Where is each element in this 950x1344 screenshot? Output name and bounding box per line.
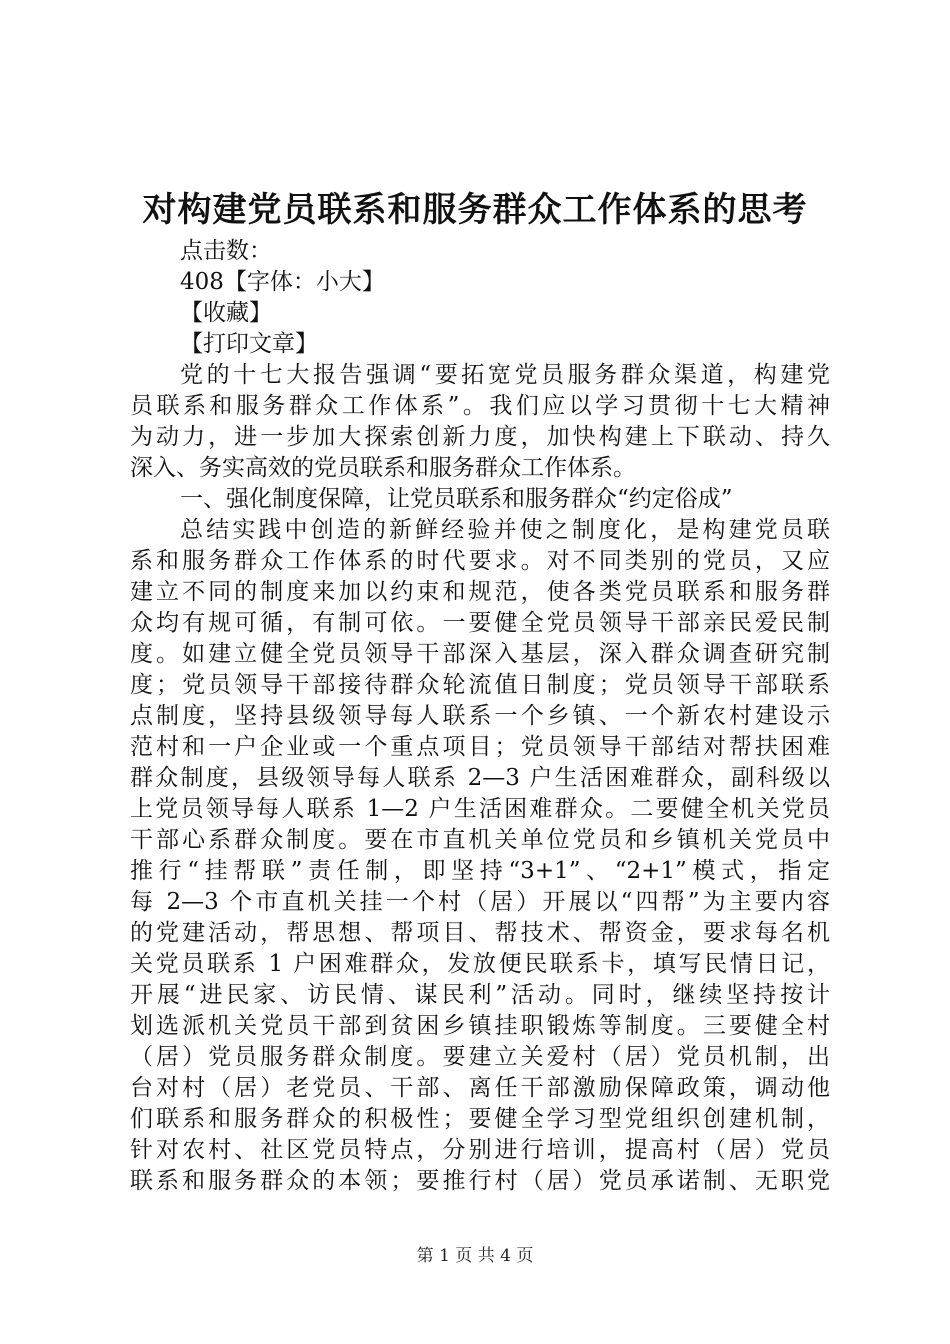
body-line: 划选派机关党员干部到贫困乡镇挂职锻炼等制度。三要健全村 — [130, 1013, 830, 1039]
body-line: 上党员领导每人联系 1—2 户生活困难群众。二要健全机关党员 — [130, 796, 830, 822]
body-line: 为动力，进一步加大探索创新力度，加快构建上下联动、持久 — [130, 424, 830, 450]
body-line: 范村和一户企业或一个重点项目；党员领导干部结对帮扶困难 — [130, 734, 830, 760]
body-line: 推行“挂帮联”责任制，即坚持“3+1”、“2+1”模式，指定 — [130, 858, 830, 884]
body-line: 针对农村、社区党员特点，分别进行培训，提高村（居）党员 — [130, 1137, 830, 1163]
body-line: 系和服务群众工作体系的时代要求。对不同类别的党员，又应 — [130, 548, 830, 574]
body-line: 员联系和服务群众工作体系”。我们应以学习贯彻十七大精神 — [130, 393, 830, 419]
page-footer: 第 1 页 共 4 页 — [416, 1246, 534, 1266]
body-line: 深入、务实高效的党员联系和服务群众工作体系。 — [130, 455, 636, 481]
body-line: 一、强化制度保障，让党员联系和服务群众“约定俗成” — [180, 486, 733, 512]
body-line: 的党建活动，帮思想、帮项目、帮技术、帮资金，要求每名机 — [130, 920, 830, 946]
body-line: 关党员联系 1 户困难群众，发放便民联系卡，填写民情日记， — [130, 951, 830, 977]
body-line: 台对村（居）老党员、干部、离任干部激励保障政策，调动他 — [130, 1075, 830, 1101]
body-line: 每 2—3 个市直机关挂一个村（居）开展以“四帮”为主要内容 — [130, 889, 830, 915]
body-line: 干部心系群众制度。要在市直机关单位党员和乡镇机关党员中 — [130, 827, 830, 853]
body-line: 党的十七大报告强调“要拓宽党员服务群众渠道，构建党 — [180, 362, 830, 388]
body-line: 开展“进民家、访民情、谋民利”活动。同时，继续坚持按计 — [130, 982, 830, 1008]
page-title: 对构建党员联系和服务群众工作体系的思考 — [142, 190, 808, 230]
body-line: 群众制度，县级领导每人联系 2—3 户生活困难群众，副科级以 — [130, 765, 830, 791]
body-line: 众均有规可循，有制可依。一要健全党员领导干部亲民爱民制 — [130, 610, 830, 636]
body-line: 们联系和服务群众的积极性；要健全学习型党组织创建机制， — [130, 1106, 830, 1132]
body-line: （居）党员服务群众制度。要建立关爱村（居）党员机制，出 — [130, 1044, 830, 1070]
favorite-link[interactable]: 【收藏】 — [180, 300, 272, 326]
body-line: 联系和服务群众的本领；要推行村（居）党员承诺制、无职党 — [130, 1168, 830, 1194]
font-size-control[interactable]: 408【字体：小大】 — [180, 269, 385, 295]
print-article-link[interactable]: 【打印文章】 — [180, 331, 318, 357]
body-line: 建立不同的制度来加以约束和规范，使各类党员联系和服务群 — [130, 579, 830, 605]
click-count-label: 点击数： — [180, 238, 272, 264]
body-line: 点制度，坚持县级领导每人联系一个乡镇、一个新农村建设示 — [130, 703, 830, 729]
article-meta — [180, 236, 385, 360]
article-body — [130, 360, 830, 1197]
body-line: 总结实践中创造的新鲜经验并使之制度化，是构建党员联 — [180, 517, 830, 543]
body-line: 度；党员领导干部接待群众轮流值日制度；党员领导干部联系 — [130, 672, 830, 698]
body-line: 度。如建立健全党员领导干部深入基层，深入群众调查研究制 — [130, 641, 830, 667]
